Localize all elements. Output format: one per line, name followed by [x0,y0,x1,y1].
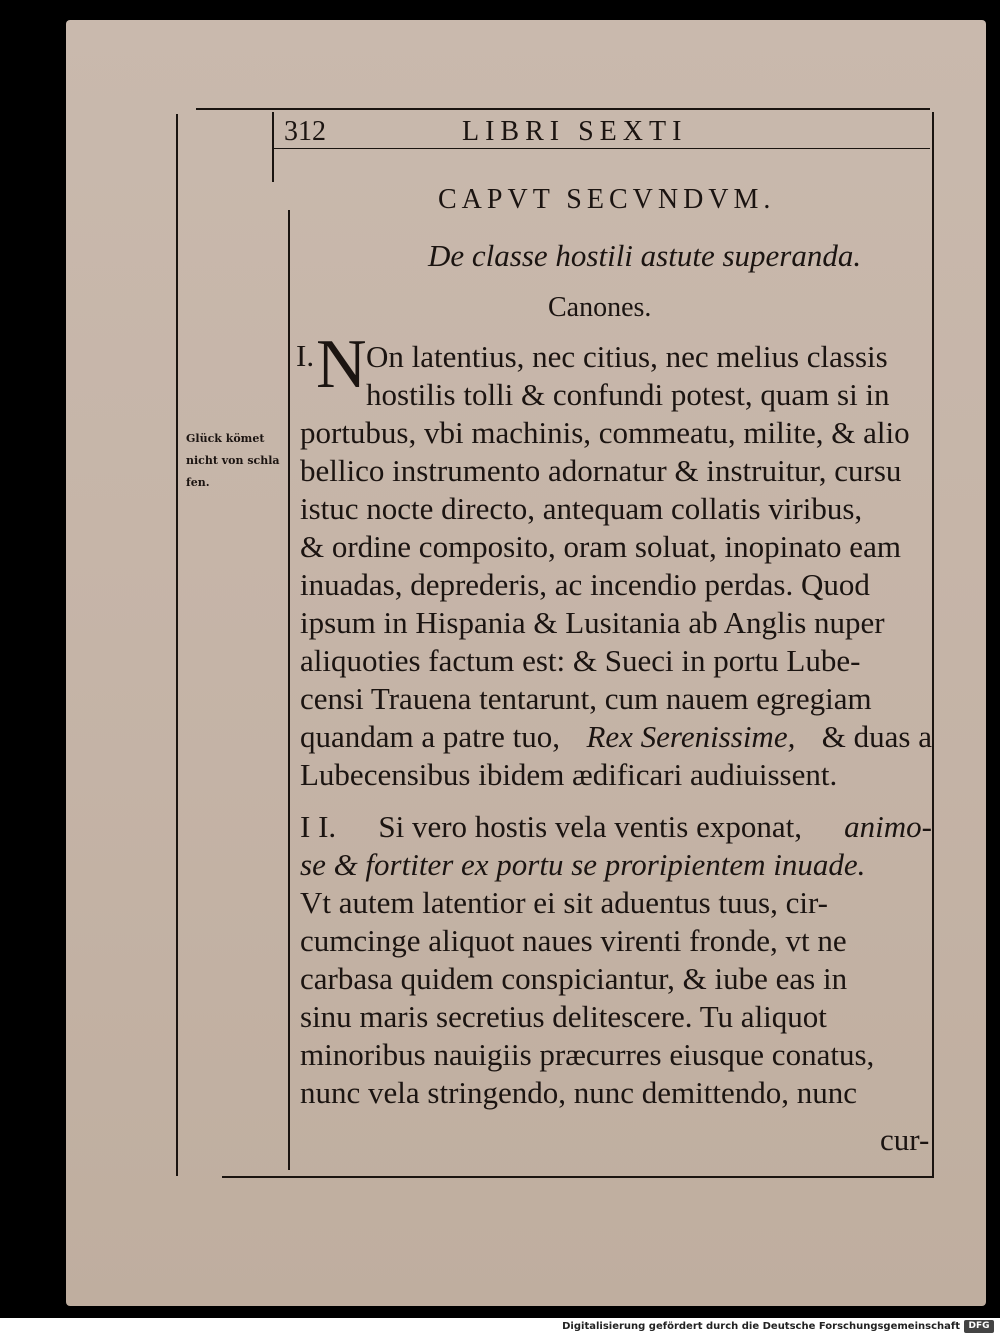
paragraph-numeral-2: I I. [300,809,337,844]
left-inner-rule [288,210,290,1170]
right-rule [932,112,934,1176]
text-line: & ordine composito, oram soluat, inopinato eam [300,529,901,564]
paragraph-numeral-1: I. [296,338,315,373]
text-fragment-italic: animo- [844,809,932,844]
chapter-title: CAPVT SECVNDVM. [438,184,776,215]
text-line: nunc vela stringendo, nunc demittendo, nunc [300,1075,858,1110]
text-line: Lubecensibus ibidem ædificari audiuissent. [300,757,838,792]
text-fragment: quandam a patre tuo, [300,719,560,754]
text-line: sinu maris secretius delitescere. Tu aliquot [300,999,827,1034]
text-line: ipsum in Hispania & Lusitania ab Anglis nuper [300,605,885,640]
text-fragment: & duas a [821,719,932,754]
section-heading: Canones. [548,292,652,323]
text-line: istuc nocte directo, antequam collatis viribus, [300,491,863,526]
bottom-rule [222,1176,934,1178]
footer-credit: Digitalisierung gefördert durch die Deutsche Forschungsgemeinschaft [562,1321,960,1332]
text-line-mixed [300,808,932,846]
text-line-mixed [300,718,932,756]
dfg-logo-icon: DFG [964,1320,994,1333]
text-line: cumcinge aliquot naues virenti fronde, vt ne [300,923,847,958]
text-line: Vt autem latentior ei sit aduentus tuus, cir- [300,885,828,920]
header-underline [274,148,930,149]
text-line: inuadas, deprederis, ac incendio perdas. Quod [300,567,870,602]
header-divider [272,112,274,182]
text-line: portubus, vbi machinis, commeatu, milite, & alio [300,415,910,450]
left-outer-rule [176,114,178,1176]
text-fragment-italic: Rex Serenissime, [586,719,796,754]
chapter-subtitle: De classe hostili astute superanda. [428,238,862,273]
running-title: LIBRI SEXTI [462,116,688,147]
drop-cap: N [316,326,367,403]
margin-note-line: fen. [186,476,210,489]
text-line: carbasa quidem conspiciantur, & iube eas in [300,961,848,996]
text-line: hostilis tolli & confundi potest, quam si in [366,377,890,412]
page-number: 312 [284,116,326,147]
catchword: cur- [880,1122,930,1157]
text-line-italic: se & fortiter ex portu se proripientem inuade. [300,847,866,882]
margin-note-line: Glück kömet [186,432,265,445]
top-rule [196,108,930,110]
text-line: aliquoties factum est: & Sueci in portu Lube- [300,643,861,678]
text-line: minoribus nauigiis præcurres eiusque conatus, [300,1037,875,1072]
text-line: censi Trauena tentarunt, cum nauem egregiam [300,681,872,716]
text-fragment: Si vero hostis vela ventis exponat, [378,809,802,844]
margin-note [186,428,286,494]
margin-note-line: nicht von schla [186,454,280,467]
text-line: bellico instrumento adornatur & instruitur, cursu [300,453,902,488]
text-line: On latentius, nec citius, nec melius classis [366,339,888,374]
